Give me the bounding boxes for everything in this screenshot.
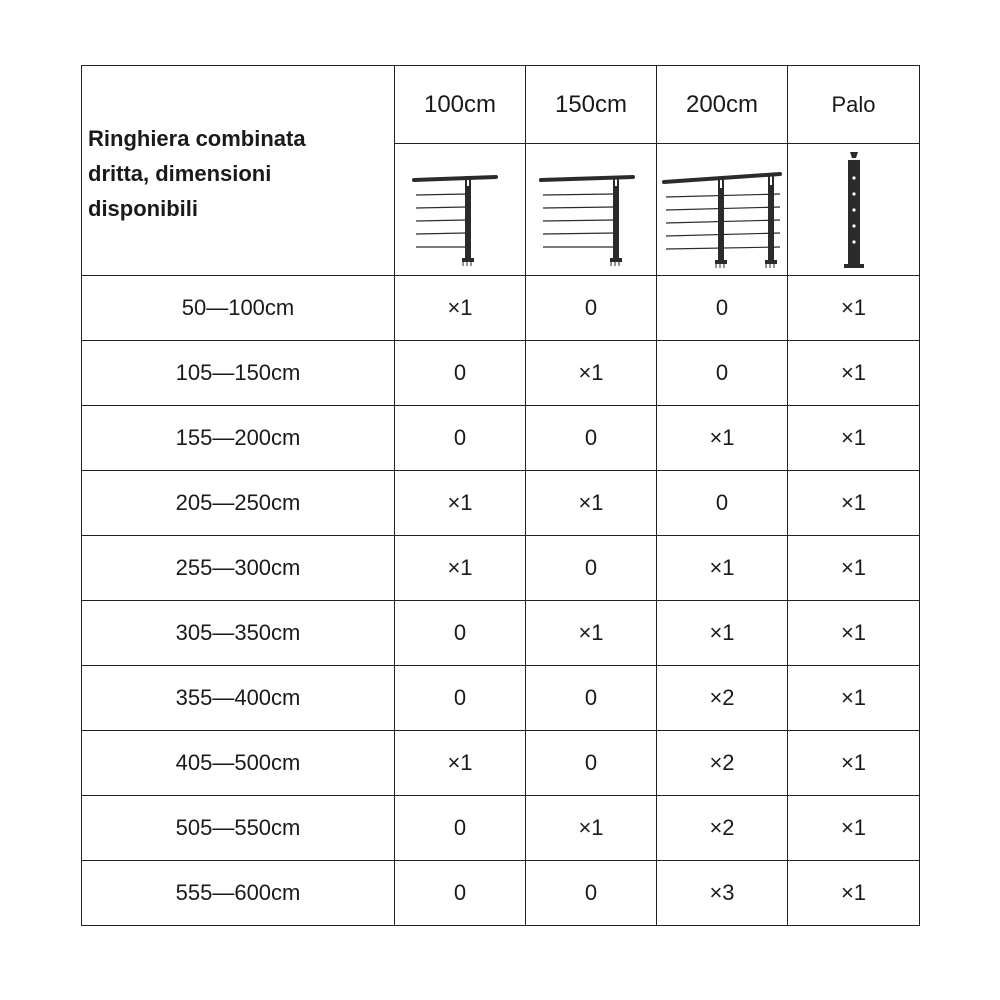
railing-100cm-icon [395,144,526,276]
quantity-cell: 0 [395,796,526,861]
length-range-cell: 305—350cm [82,601,395,666]
quantity-cell: ×2 [657,666,788,731]
column-header-200cm: 200cm [657,66,788,144]
quantity-cell: 0 [395,406,526,471]
railing-150cm-icon [526,144,657,276]
length-range-cell: 105—150cm [82,341,395,406]
quantity-cell: 0 [526,731,657,796]
quantity-cell: ×1 [395,471,526,536]
quantity-cell: 0 [526,666,657,731]
quantity-cell: ×1 [788,666,920,731]
quantity-cell: 0 [395,666,526,731]
length-range-cell: 355—400cm [82,666,395,731]
table-row [82,276,920,341]
quantity-cell: 0 [526,406,657,471]
railing-size-table [81,65,920,926]
quantity-cell: ×1 [526,601,657,666]
table-row [82,796,920,861]
quantity-cell: ×1 [788,471,920,536]
column-header-palo: Palo [788,66,920,144]
length-range-cell: 555—600cm [82,861,395,926]
quantity-cell: ×1 [788,796,920,861]
quantity-cell: ×1 [657,536,788,601]
quantity-cell: ×3 [657,861,788,926]
quantity-cell: ×1 [395,276,526,341]
quantity-cell: ×1 [657,601,788,666]
table-row [82,861,920,926]
quantity-cell: ×1 [526,796,657,861]
quantity-cell: 0 [526,861,657,926]
length-range-cell: 505—550cm [82,796,395,861]
quantity-cell: ×1 [788,406,920,471]
quantity-cell: 0 [395,341,526,406]
table-title: Ringhiera combinata dritta, dimensioni disponibili [88,126,306,221]
quantity-cell: 0 [395,861,526,926]
quantity-cell: ×1 [395,731,526,796]
quantity-cell: ×1 [788,601,920,666]
quantity-cell: ×1 [657,406,788,471]
quantity-cell: 0 [526,276,657,341]
column-header-100cm: 100cm [395,66,526,144]
quantity-cell: ×2 [657,796,788,861]
column-header-150cm: 150cm [526,66,657,144]
length-range-cell: 405—500cm [82,731,395,796]
quantity-cell: 0 [657,471,788,536]
quantity-cell: ×1 [788,276,920,341]
quantity-cell: 0 [395,601,526,666]
length-range-cell: 155—200cm [82,406,395,471]
table-row [82,471,920,536]
table-row [82,536,920,601]
length-range-cell: 255—300cm [82,536,395,601]
table-row [82,731,920,796]
quantity-cell: 0 [657,341,788,406]
quantity-cell: ×1 [788,861,920,926]
quantity-cell: ×1 [395,536,526,601]
quantity-cell: 0 [657,276,788,341]
table-row [82,666,920,731]
quantity-cell: ×1 [788,341,920,406]
length-range-cell: 50—100cm [82,276,395,341]
quantity-cell: ×1 [526,341,657,406]
quantity-cell: 0 [526,536,657,601]
table-row [82,601,920,666]
post-icon [788,144,920,276]
quantity-cell: ×1 [788,731,920,796]
quantity-cell: ×2 [657,731,788,796]
title-cell [82,66,395,276]
header-row [82,66,920,144]
railing-200cm-icon [657,144,788,276]
quantity-cell: ×1 [788,536,920,601]
quantity-cell: ×1 [526,471,657,536]
length-range-cell: 205—250cm [82,471,395,536]
table-row [82,341,920,406]
table-row [82,406,920,471]
